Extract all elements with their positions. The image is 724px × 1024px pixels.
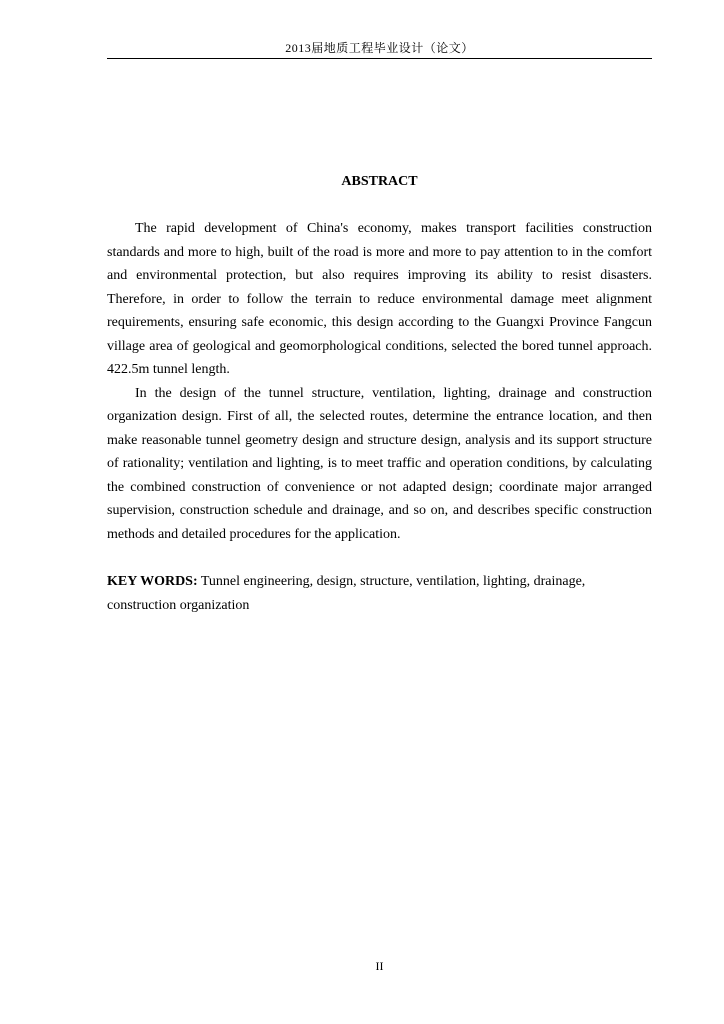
abstract-title: ABSTRACT bbox=[341, 174, 418, 189]
keywords-text: Tunnel engineering, design, structure, ventilation, lighting, drainage, construction organization bbox=[107, 574, 586, 613]
abstract-paragraph-2: In the design of the tunnel structure, ventilation, lighting, drainage and construction organization design. First of all, the selected routes, determine the entrance location, and then make reasonable tunnel geometry design and structure design, analysis and its support structure of rationality; ventilation and lighting, is to meet traffic and operation conditions, by calculating the combined construction of convenience or not adapted design; coordinate major arranged supervision, construction schedule and drainage, and so on, and describes specific construction methods and detailed procedures for the application. bbox=[107, 385, 652, 542]
keywords bbox=[107, 570, 627, 617]
page-number: II bbox=[375, 959, 384, 973]
header-rule bbox=[107, 58, 652, 59]
page-header: 2013届地质工程毕业设计（论文） bbox=[285, 41, 474, 55]
keywords-label: KEY WORDS: bbox=[107, 574, 198, 589]
abstract-body bbox=[107, 217, 652, 546]
abstract-paragraph-1: The rapid development of China's economy, makes transport facilities construction standards and more to high, built of the road is more and more to pay attention to in the comfort and environmental protection, but also requires improving its ability to resist disasters. Therefore, in order to follow the terrain to reduce environmental damage meet alignment requirements, ensuring safe economic, this design according to the Guangxi Province Fangcun village area of geological and geomorphological conditions, selected the bored tunnel approach. 422.5m tunnel length. bbox=[107, 221, 652, 377]
